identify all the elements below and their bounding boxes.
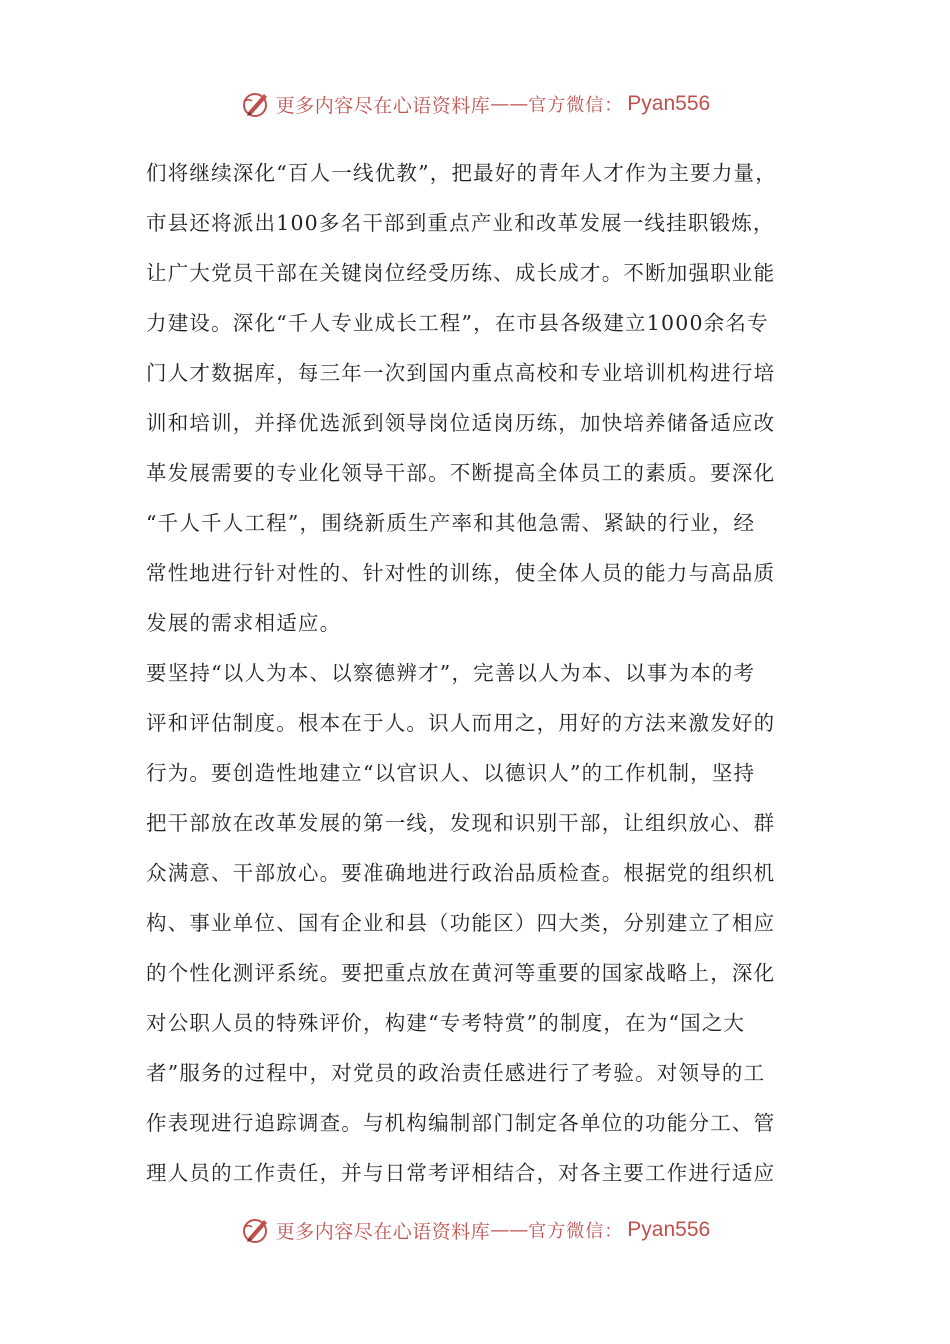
body-line: 构、事业单位、国有企业和县（功能区）四大类，分别建立了相应 [146, 911, 776, 935]
banner-separator: —— [490, 93, 529, 115]
body-line: 作表现进行追踪调查。与机构编制部门制定各单位的功能分工、管 [146, 1111, 776, 1135]
body-line: 们将继续深化“百人一线优教”，把最好的青年人才作为主要力量， [146, 161, 777, 185]
pen-circle-logo-icon [240, 88, 272, 120]
banner-brand-text: 更多内容尽在心语资料库 [275, 1220, 491, 1243]
body-line: 市县还将派出100多名干部到重点产业和改革发展一线挂职锻炼， [146, 211, 775, 235]
banner-separator: —— [490, 1219, 529, 1241]
banner-wechat-label: 官方微信： [528, 95, 624, 116]
body-line: 要坚持“以人为本、以察德辨才”，完善以人为本、以事为本的考 [146, 661, 756, 685]
banner-wechat-id: Pyan556 [627, 92, 711, 115]
document-body [146, 148, 811, 1198]
header-banner [0, 84, 950, 124]
body-line: 常性地进行针对性的、针对性的训练，使全体人员的能力与高品质 [146, 561, 776, 585]
body-line: 评和评估制度。根本在于人。识人而用之，用好的方法来激发好的 [146, 711, 776, 735]
banner-brand-text: 更多内容尽在心语资料库 [275, 94, 491, 117]
body-line: 理人员的工作责任，并与日常考评相结合，对各主要工作进行适应 [146, 1161, 776, 1185]
body-line: 发展的需求相适应。 [146, 611, 342, 635]
body-line: 让广大党员干部在关键岗位经受历练、成长成才。不断加强职业能 [146, 261, 776, 285]
footer-banner [0, 1210, 950, 1250]
body-line: 门人才数据库，每三年一次到国内重点高校和专业培训机构进行培 [146, 361, 776, 385]
body-line: 把干部放在改革发展的第一线，发现和识别干部，让组织放心、群 [146, 811, 776, 835]
body-line: “千人千人工程”，围绕新质生产率和其他急需、紧缺的行业，经 [146, 511, 756, 535]
body-line: 者”服务的过程中，对党员的政治责任感进行了考验。对领导的工 [146, 1061, 766, 1085]
body-line: 训和培训，并择优选派到领导岗位适岗历练，加快培养储备适应改 [146, 411, 776, 435]
body-line: 行为。要创造性地建立“以官识人、以德识人”的工作机制，坚持 [146, 761, 756, 785]
body-line: 力建设。深化“千人专业成长工程”，在市县各级建立1000余名专 [146, 311, 769, 335]
body-line: 众满意、干部放心。要准确地进行政治品质检查。根据党的组织机 [146, 861, 776, 885]
body-line: 革发展需要的专业化领导干部。不断提高全体员工的素质。要深化 [146, 461, 776, 485]
body-line: 对公职人员的特殊评价，构建“专考特赏”的制度，在为“国之大 [146, 1011, 746, 1035]
body-line: 的个性化测评系统。要把重点放在黄河等重要的国家战略上，深化 [146, 961, 776, 985]
pen-circle-logo-icon [240, 1214, 272, 1246]
banner-wechat-id: Pyan556 [627, 1218, 711, 1241]
banner-wechat-label: 官方微信： [528, 1221, 624, 1242]
